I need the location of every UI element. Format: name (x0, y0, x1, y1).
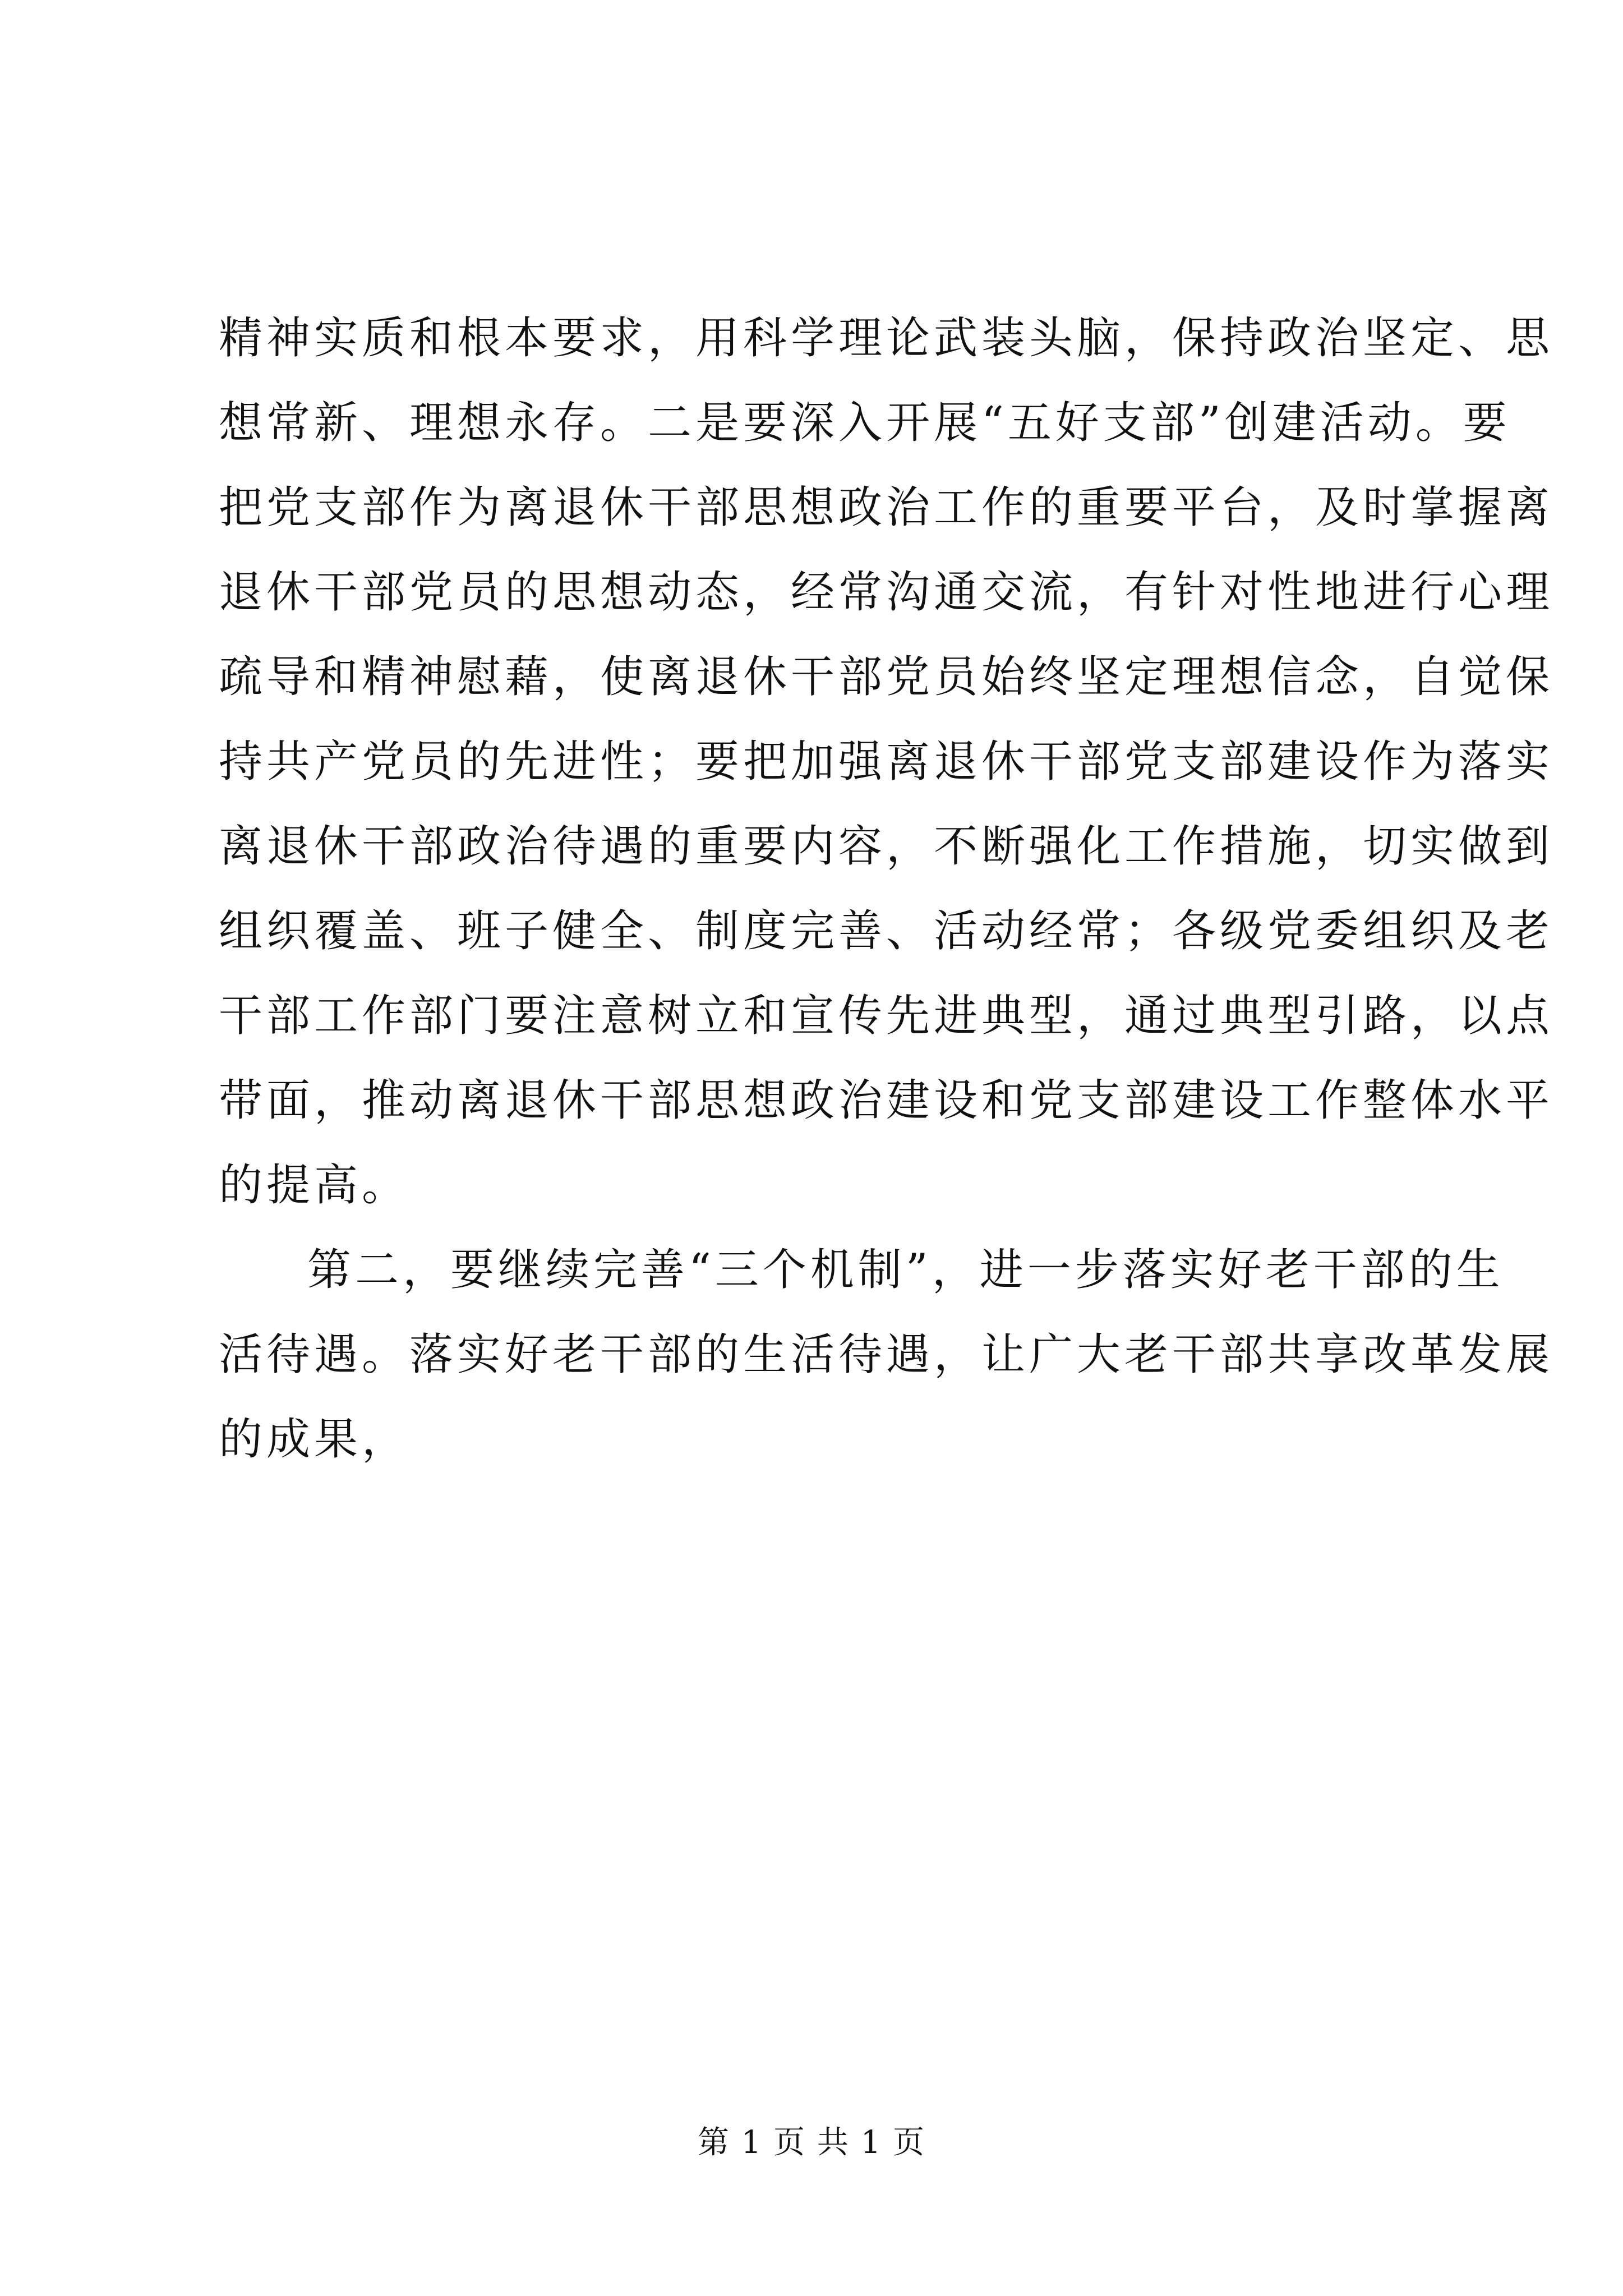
text-line: 活待遇。落实好老干部的生活待遇，让广大老干部共享改革发展 (219, 1329, 1554, 1380)
page-footer (0, 2120, 1623, 2165)
text-line: 带面，推动离退休干部思想政治建设和党支部建设工作整体水平 (219, 1075, 1554, 1126)
text-line: 把党支部作为离退休干部思想政治工作的重要平台，及时掌握离 (219, 482, 1554, 533)
text-line: 组织覆盖、班子健全、制度完善、活动经常；各级党委组织及老 (219, 906, 1554, 956)
text-line: 想常新、理想永存。二是要深入开展“五好支部”创建活动。要 (219, 398, 1511, 448)
document-body (219, 296, 1554, 1482)
text-line: 离退休干部政治待遇的重要内容，不断强化工作措施，切实做到 (219, 821, 1554, 872)
text-line: 疏导和精神慰藉，使离退休干部党员始终坚定理想信念，自觉保 (219, 652, 1554, 702)
text-line: 精神实质和根本要求，用科学理论武装头脑，保持政治坚定、思 (219, 313, 1554, 364)
text-line: 的成果， (219, 1414, 410, 1465)
text-line: 持共产党员的先进性；要把加强离退休干部党支部建设作为落实 (219, 737, 1554, 787)
text-line: 退休干部党员的思想动态，经常沟通交流，有针对性地进行心理 (219, 567, 1554, 618)
paragraph-start-line: 第二，要继续完善“三个机制”，进一步落实好老干部的生 (307, 1245, 1504, 1295)
page-number: 第 1 页 共 1 页 (697, 2124, 926, 2161)
text-line: 的提高。 (219, 1160, 410, 1211)
text-line: 干部工作部门要注意树立和宣传先进典型，通过典型引路，以点 (219, 991, 1554, 1041)
